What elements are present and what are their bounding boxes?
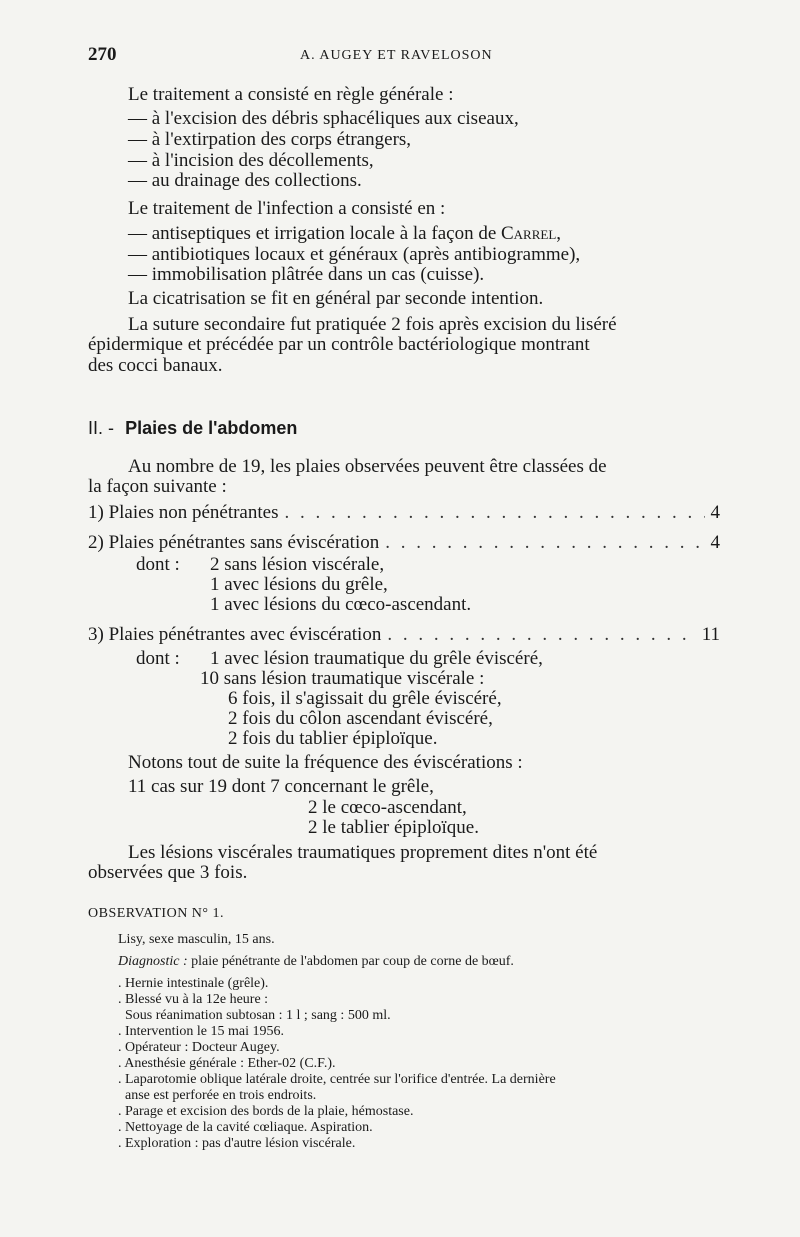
list-item: — au drainage des collections.: [128, 170, 362, 191]
category-row: [88, 624, 720, 646]
list-item: — à l'excision des débris sphacéliques aux ciseaux,: [128, 108, 519, 129]
category-row: [88, 502, 720, 524]
paragraph-line: 2 le tablier épiploïque.: [308, 817, 479, 838]
diagnostic-label: Diagnostic :: [118, 954, 188, 969]
patient-line: Lisy, sexe masculin, 15 ans.: [118, 932, 275, 947]
paragraph-line: 2 le cœco-ascendant,: [308, 797, 467, 818]
list-item: . Anesthésie générale : Ether-02 (C.F.).: [118, 1056, 336, 1071]
list-item: Sous réanimation subtosan : 1 l ; sang : 500 ml.: [118, 1008, 391, 1023]
paragraph-line: Au nombre de 19, les plaies observées peuvent être classées de: [128, 456, 607, 477]
paragraph-line: observées que 3 fois.: [88, 862, 248, 883]
paragraph: La cicatrisation se fit en général par seconde intention.: [128, 288, 544, 309]
paragraph-line: 11 cas sur 19 dont 7 concernant le grêle,: [128, 776, 434, 797]
dont-label: dont :: [136, 648, 180, 669]
diagnostic-text: plaie pénétrante de l'abdomen par coup de corne de bœuf.: [191, 954, 514, 969]
sub-item: 2 fois du tablier épiploïque.: [228, 728, 438, 749]
sub-item: 1 avec lésions du grêle,: [210, 574, 388, 595]
paragraph: Notons tout de suite la fréquence des éviscérations :: [128, 752, 523, 773]
section-number: II. -: [88, 418, 114, 438]
section-title: Plaies de l'abdomen: [125, 418, 298, 438]
sub-item: 2 fois du côlon ascendant éviscéré,: [228, 708, 493, 729]
list-item: . Opérateur : Docteur Augey.: [118, 1040, 280, 1055]
running-title: A. AUGEY ET RAVELOSON: [300, 48, 493, 63]
list-item: . Parage et excision des bords de la plaie, hémostase.: [118, 1104, 414, 1119]
list-item: — antibiotiques locaux et généraux (après antibiogramme),: [128, 244, 581, 265]
diagnostic-line: [118, 954, 514, 970]
paragraph-line: la façon suivante :: [88, 476, 227, 497]
traitement-intro: Le traitement a consisté en règle générale :: [128, 84, 454, 105]
leader-dots: [387, 624, 695, 646]
list-item: . Exploration : pas d'autre lésion viscérale.: [118, 1136, 356, 1151]
paragraph-line: des cocci banaux.: [88, 355, 223, 376]
list-item: — à l'extirpation des corps étrangers,: [128, 129, 412, 150]
list-item: . Hernie intestinale (grêle).: [118, 976, 269, 991]
paragraph-line: Les lésions viscérales traumatiques proprement dites n'ont été: [128, 842, 598, 863]
list-item: — à l'incision des décollements,: [128, 150, 374, 171]
list-item: . Laparotomie oblique latérale droite, centrée sur l'orifice d'entrée. La dernière: [118, 1072, 556, 1087]
sub-item: 2 sans lésion viscérale,: [210, 554, 385, 575]
leader-dots: [284, 502, 704, 524]
sub-item: 6 fois, il s'agissait du grêle éviscéré,: [228, 688, 502, 709]
list-item: anse est perforée en trois endroits.: [118, 1088, 317, 1103]
list-item: — immobilisation plâtrée dans un cas (cuisse).: [128, 264, 485, 285]
paragraph-line: La suture secondaire fut pratiquée 2 fois après excision du liséré: [128, 314, 617, 335]
list-item: . Blessé vu à la 12e heure :: [118, 992, 269, 1007]
paragraph-line: épidermique et précédée par un contrôle bactériologique montrant: [88, 334, 590, 355]
category-label: 2) Plaies pénétrantes sans éviscération: [88, 532, 380, 553]
dont-label: dont :: [136, 554, 180, 575]
infection-intro: Le traitement de l'infection a consisté en :: [128, 198, 446, 219]
category-label: 3) Plaies pénétrantes avec éviscération: [88, 624, 382, 645]
leader-dots: [385, 532, 704, 554]
list-item: . Intervention le 15 mai 1956.: [118, 1024, 285, 1039]
category-row: [88, 532, 720, 554]
page-number: 270: [88, 44, 117, 65]
category-count: 4: [710, 502, 720, 523]
sub-item: 10 sans lésion traumatique viscérale :: [200, 668, 485, 689]
list-item: [128, 223, 561, 245]
author-name: Carrel,: [501, 223, 562, 244]
category-count: 4: [710, 532, 720, 553]
sub-item: 1 avec lésion traumatique du grêle éviscéré,: [210, 648, 543, 669]
list-item-text: — antiseptiques et irrigation locale à la façon de: [128, 223, 497, 244]
section-heading: [88, 418, 297, 439]
category-count: 11: [701, 624, 720, 645]
observation-title: OBSERVATION N° 1.: [88, 906, 225, 921]
sub-item: 1 avec lésions du cœco-ascendant.: [210, 594, 472, 615]
list-item: . Nettoyage de la cavité cœliaque. Aspiration.: [118, 1120, 373, 1135]
category-label: 1) Plaies non pénétrantes: [88, 502, 279, 523]
